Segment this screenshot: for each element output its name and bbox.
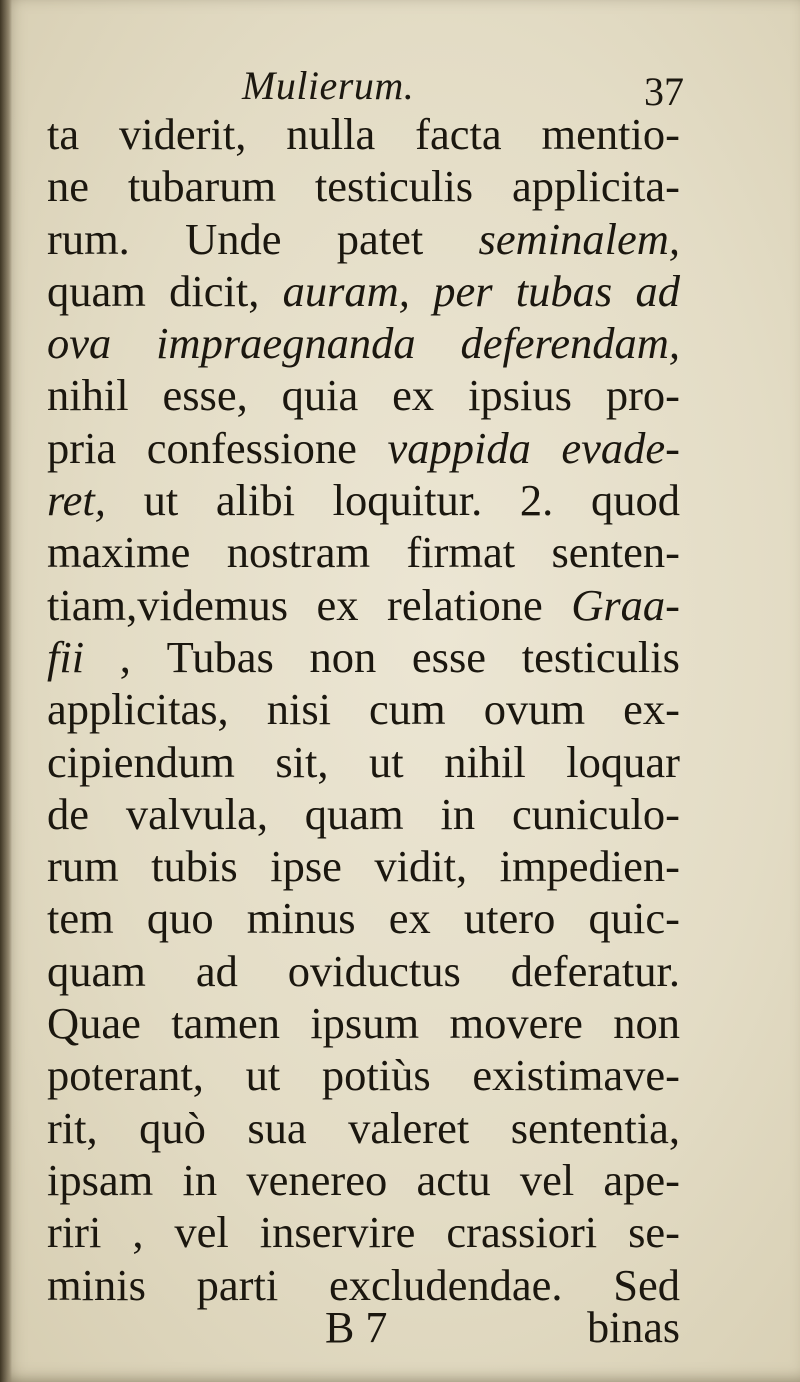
word: quic-: [588, 893, 680, 944]
text-line: [47, 160, 680, 212]
word: loquitur.: [332, 475, 483, 526]
body-text: [47, 108, 680, 1311]
word: tem: [47, 893, 114, 944]
word: tiam,videmus: [47, 579, 289, 630]
word: alibi: [215, 475, 295, 526]
word: poterant,: [47, 1050, 204, 1101]
word: mentio-: [541, 109, 680, 159]
word: ipsius: [468, 370, 572, 421]
text-line: [47, 317, 680, 369]
word: rum.: [47, 213, 130, 264]
word: nostram: [226, 527, 371, 578]
catchword: binas: [587, 1303, 680, 1352]
word: pro-: [605, 370, 680, 421]
word: minis: [47, 1259, 146, 1310]
word: fii: [47, 631, 85, 682]
word: ut: [369, 736, 404, 787]
word: non: [309, 631, 377, 682]
text-line: [47, 474, 680, 526]
word: confessione: [146, 422, 357, 473]
word: vel: [519, 1154, 575, 1205]
word: se-: [628, 1207, 680, 1258]
text-line: [47, 369, 680, 421]
word: maxime: [47, 527, 191, 578]
word: ipse: [270, 841, 342, 892]
word: existimave-: [472, 1050, 680, 1101]
word: ex: [392, 370, 435, 421]
text-line: [47, 1206, 680, 1258]
word: rum: [47, 841, 119, 892]
word: per: [433, 265, 493, 316]
word: ape-: [603, 1154, 680, 1205]
word: rit,: [47, 1102, 98, 1153]
word: cuniculo-: [511, 788, 680, 839]
word: cipiendum: [47, 736, 235, 787]
word: ne: [47, 161, 90, 212]
word: quo: [146, 893, 214, 944]
word: evade-: [561, 422, 680, 473]
text-line: [47, 213, 680, 265]
word: actu: [416, 1154, 491, 1205]
text-line: [47, 997, 680, 1049]
word: auram,: [282, 265, 410, 316]
word: facta: [415, 109, 502, 159]
word: sit,: [275, 736, 329, 787]
word: vel: [174, 1207, 229, 1258]
word: quam: [47, 945, 146, 996]
word: loquar: [566, 736, 680, 787]
word: valeret: [348, 1102, 470, 1153]
word: ret,: [47, 475, 106, 526]
word: sua: [247, 1102, 307, 1153]
text-line: [47, 683, 680, 735]
word: Quae: [47, 998, 141, 1049]
signature-mark: B 7: [325, 1303, 388, 1352]
page-header: [46, 62, 686, 112]
word: crassiori: [446, 1207, 598, 1258]
word: ovum: [483, 684, 586, 735]
word: ex: [388, 893, 431, 944]
running-title: Mulierum.: [242, 63, 415, 108]
word: viderit,: [119, 109, 247, 159]
word: minus: [246, 893, 356, 944]
text-line: [47, 788, 680, 840]
text-line: [47, 422, 680, 474]
word: venereo: [246, 1154, 388, 1205]
text-line: [47, 631, 680, 683]
word: Sed: [613, 1259, 680, 1310]
word: tubis: [151, 841, 238, 892]
word: quam: [304, 788, 404, 839]
word: inservire: [259, 1207, 416, 1258]
word: patet: [336, 213, 424, 264]
text-line: [47, 736, 680, 788]
word: nisi: [266, 684, 331, 735]
word: deferendam,: [460, 318, 680, 369]
word: pria: [47, 422, 117, 473]
page-number: 37: [644, 69, 684, 114]
word: ad: [195, 945, 238, 996]
word: impraegnanda: [156, 318, 416, 369]
word: ,: [119, 631, 131, 682]
word: ipsum: [310, 998, 420, 1049]
word: vidit,: [374, 841, 468, 892]
word: impedien-: [499, 841, 680, 892]
word: seminalem,: [478, 213, 680, 264]
word: relatione: [387, 579, 543, 630]
word: oviductus: [287, 945, 461, 996]
word: Unde: [185, 213, 282, 264]
word: ex: [316, 579, 359, 630]
word: applicitas,: [47, 684, 229, 735]
word: Graa-: [571, 579, 680, 630]
text-line: [47, 265, 680, 317]
word: testiculis: [521, 631, 680, 682]
word: valvula,: [125, 788, 268, 839]
word: testiculis: [314, 161, 474, 212]
word: quam: [47, 265, 146, 316]
word: movere: [449, 998, 583, 1049]
word: riri: [47, 1207, 102, 1258]
word: quia: [281, 370, 359, 421]
word: ta: [47, 109, 80, 159]
text-line: [47, 945, 680, 997]
text-line: [47, 1049, 680, 1101]
word: cum: [369, 684, 446, 735]
word: nihil: [444, 736, 526, 787]
word: quod: [590, 475, 680, 526]
text-line: [47, 1154, 680, 1206]
word: ut: [143, 475, 179, 526]
text-line: [47, 892, 680, 944]
word: ad: [635, 265, 680, 316]
word: potiùs: [321, 1050, 431, 1101]
text-line: [47, 579, 680, 631]
word: Tubas: [166, 631, 274, 682]
word: parti: [196, 1259, 279, 1310]
word: vappida: [387, 422, 531, 473]
word: senten-: [551, 527, 680, 578]
word: non: [613, 998, 680, 1049]
word: nihil: [47, 370, 129, 421]
word: in: [182, 1154, 218, 1205]
word: tubas: [515, 265, 613, 316]
word: utero: [463, 893, 556, 944]
word: quò: [139, 1102, 206, 1153]
word: deferatur.: [510, 945, 680, 996]
word: firmat: [406, 527, 516, 578]
word: sententia,: [510, 1102, 680, 1153]
word: ex-: [623, 684, 680, 735]
text-line: [47, 108, 680, 160]
page-gutter-shadow: [0, 0, 12, 1382]
word: ova: [47, 318, 112, 369]
word: dicit,: [169, 265, 260, 316]
word: ,: [132, 1207, 144, 1258]
text-line: [47, 1102, 680, 1154]
page-footer: [47, 1302, 680, 1354]
word: nulla: [286, 109, 376, 159]
word: applicita-: [511, 161, 680, 212]
word: excludendae.: [328, 1259, 563, 1310]
word: tubarum: [127, 161, 277, 212]
word: 2.: [519, 475, 554, 526]
text-line: [47, 840, 680, 892]
word: ut: [245, 1050, 281, 1101]
word: ipsam: [47, 1154, 154, 1205]
word: de: [47, 788, 90, 839]
word: tamen: [171, 998, 280, 1049]
word: in: [440, 788, 476, 839]
word: esse: [411, 631, 487, 682]
text-line: [47, 526, 680, 578]
word: esse,: [162, 370, 248, 421]
